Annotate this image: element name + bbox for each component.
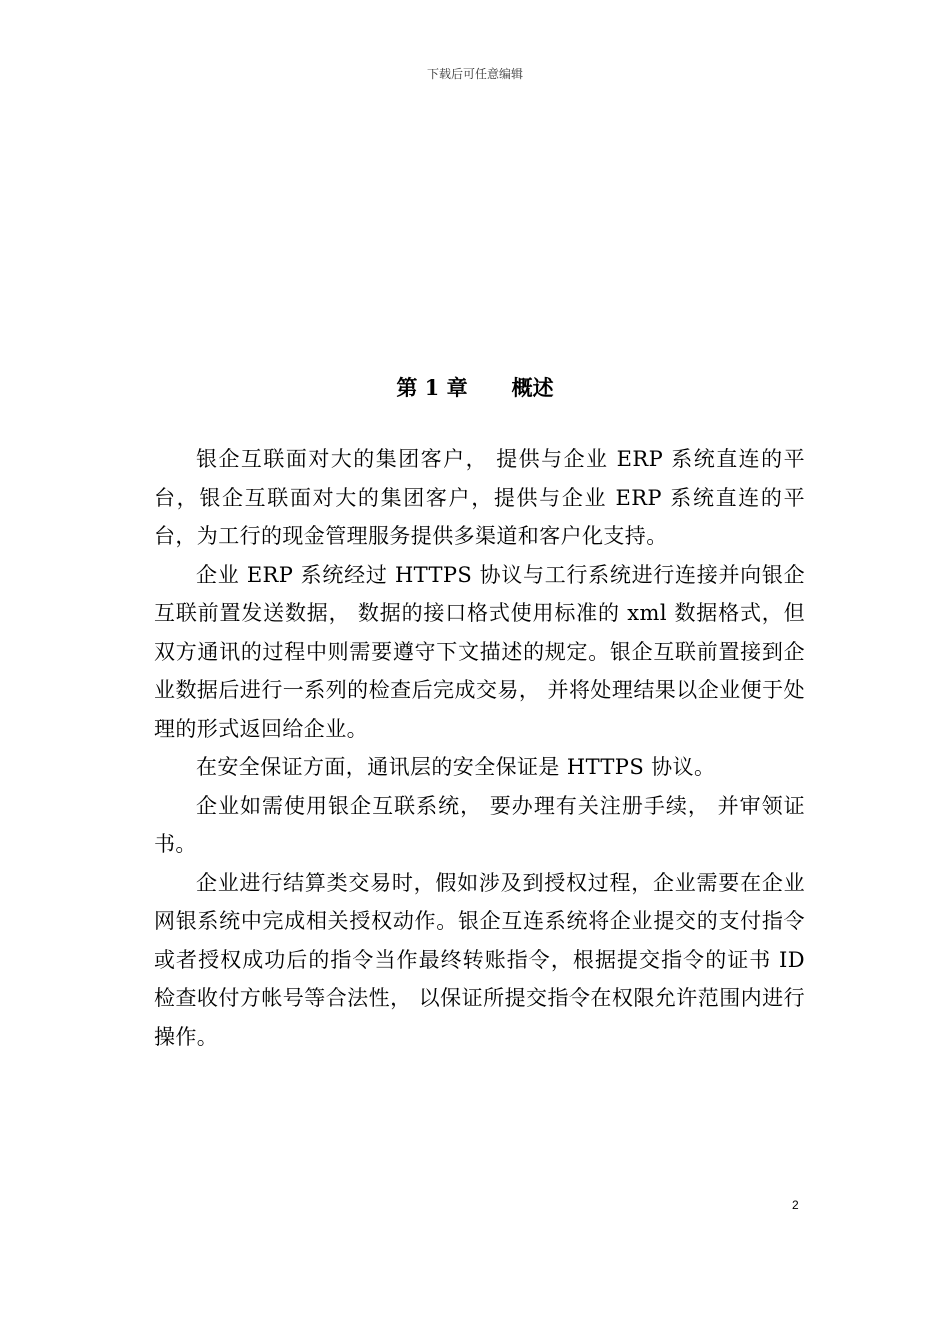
paragraph-4: 企业如需使用银企互联系统， 要办理有关注册手续， 并审领证书。 [154,793,805,856]
body-text [154,440,805,1056]
page-number: 2 [792,1198,799,1212]
chapter-title [0,374,950,402]
chapter-label: 第 1 章 [396,375,468,400]
header-note: 下载后可任意编辑 [426,67,523,81]
chapter-name: 概述 [511,375,554,400]
paragraph-2: 企业 ERP 系统经过 HTTPS 协议与工行系统进行连接并向银企互联前置发送数据， 数据的接口格式使用标准的 xml 数据格式，但双方通讯的过程中则需要遵守下文描述的规定。银企互联前置接到企业数据后进行一系列的检查后完成交易， 并将处理结果以企业便于处理的形式返回给企业。 [154,562,805,741]
paragraph-3: 在安全保证方面，通讯层的安全保证是 HTTPS 协议。 [196,755,716,779]
paragraph-1: 银企互联面对大的集团客户， 提供与企业 ERP 系统直连的平台，银企互联面对大的集团客户，提供与企业 ERP 系统直连的平台，为工行的现金管理服务提供多渠道和客户化支持。 [154,447,805,548]
paragraph-5: 企业进行结算类交易时，假如涉及到授权过程，企业需要在企业网银系统中完成相关授权动作。银企互连系统将企业提交的支付指令或者授权成功后的指令当作最终转账指令，根据提交指令的证书 ID 检查收付方帐号等合法性， 以保证所提交指令在权限允许范围内进行操作。 [154,870,805,1049]
